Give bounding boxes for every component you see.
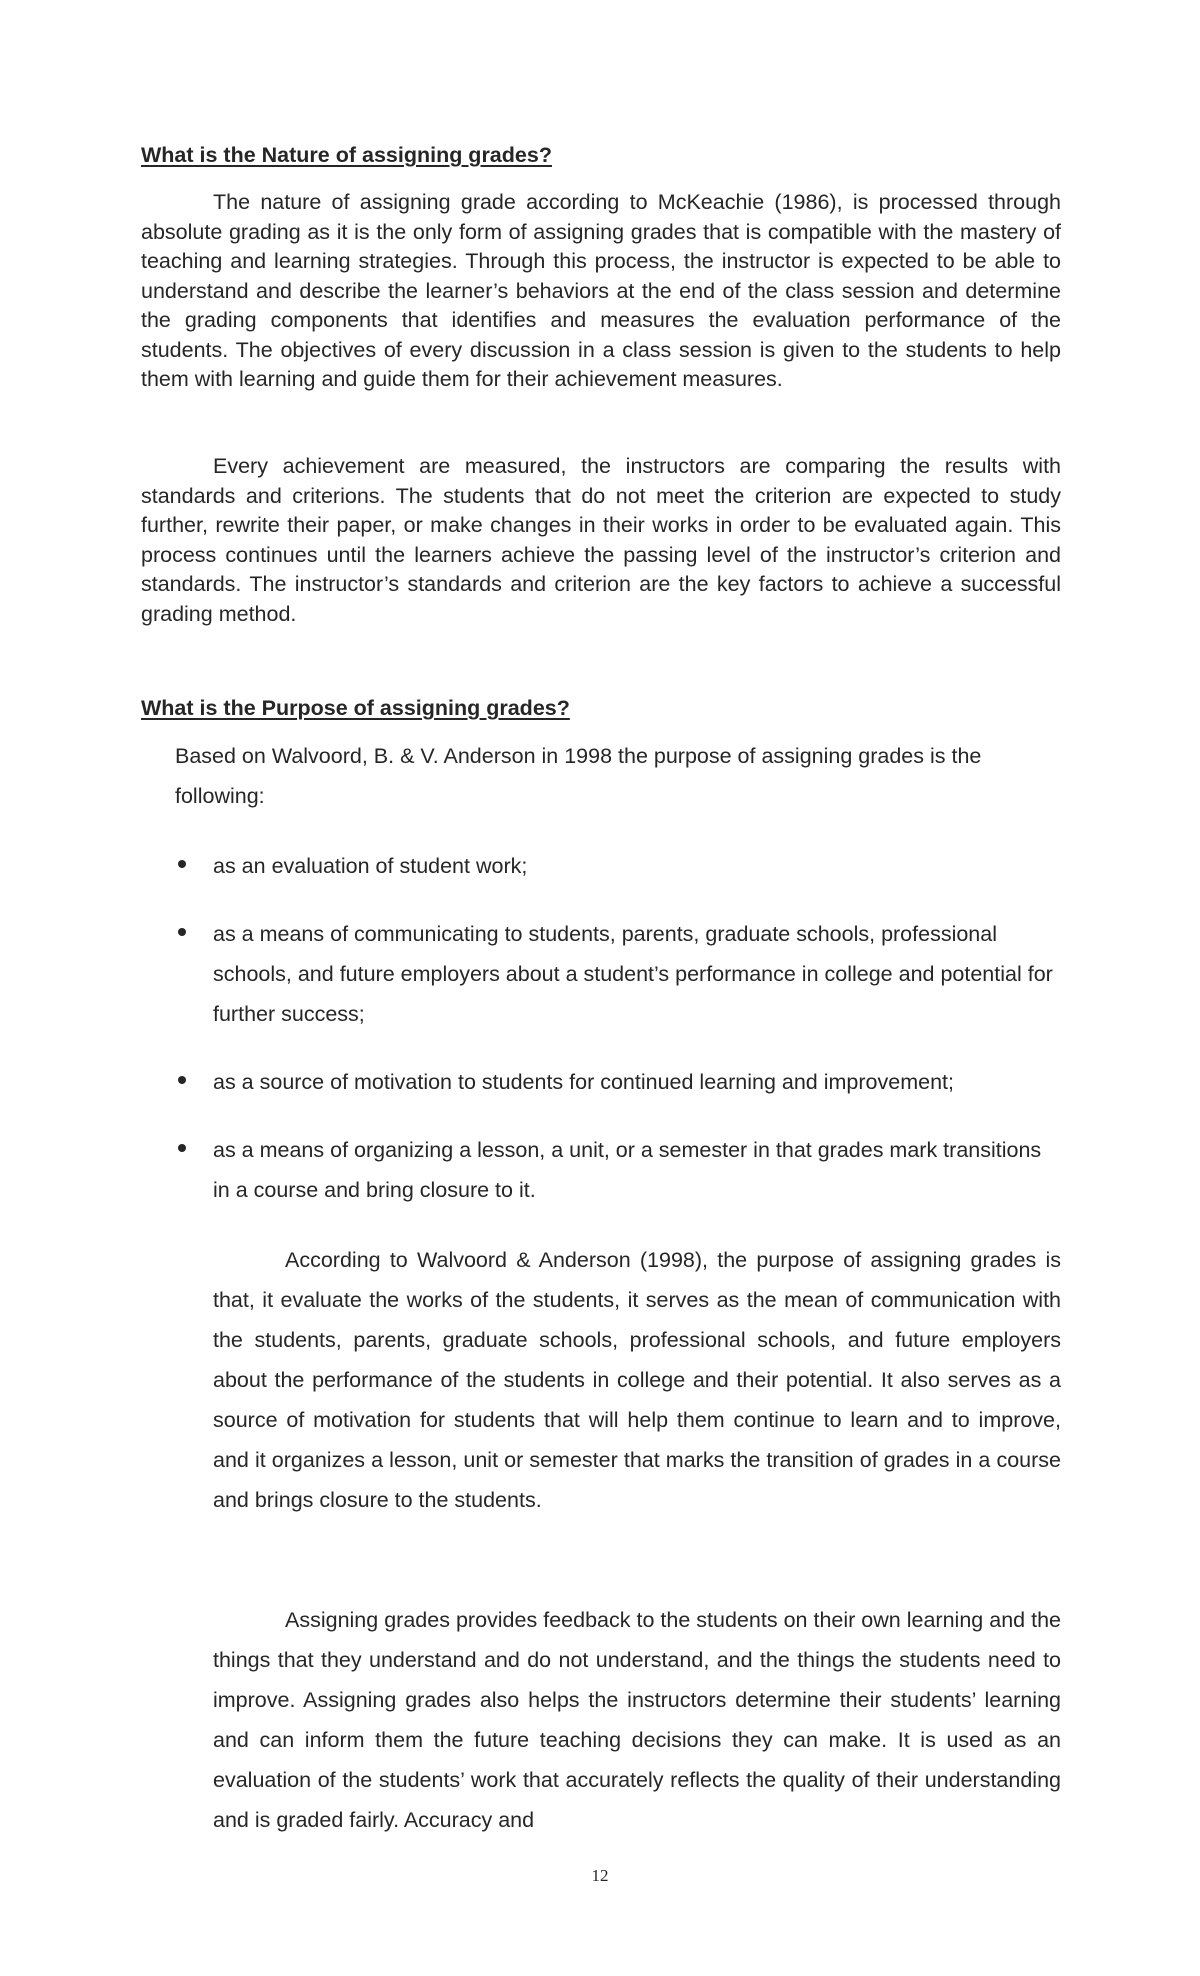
- purpose-paragraph-2: Assigning grades provides feedback to the students on their own learning and the things that they understand and do not understand, and the things the students need to improve. Assigning grades also helps the instructors determine their students’ learning and can inform them the future teaching decisions they can make. It is used as an evaluation of the students’ work that accurately reflects the quality of their understanding and is graded fairly. Accuracy and: [213, 1608, 1061, 1832]
- list-item-text: as a means of organizing a lesson, a unit, or a semester in that grades mark transitions in a course and bring closure to it.: [213, 1138, 1042, 1202]
- page-number: 12: [591, 1866, 609, 1885]
- list-item: [175, 914, 1061, 1034]
- nature-paragraph-1: The nature of assigning grade according to McKeachie (1986), is processed through absolute grading as it is the only form of assigning grades that is compatible with the mastery of teaching and learning strategies. Through this process, the instructor is expected to be able to understand and describe the learner’s behaviors at the end of the class session and determine the grading components that identifies and measures the evaluation performance of the students. The objectives of every discussion in a class session is given to the students to help them with learning and guide them for their achievement measures.: [141, 190, 1061, 391]
- list-item-text: as a means of communicating to students, parents, graduate schools, professional schools, and future employers about a student’s performance in college and potential for further success;: [213, 922, 1053, 1026]
- bullet-icon: [178, 1076, 186, 1084]
- nature-heading: What is the Nature of assigning grades?: [141, 143, 552, 167]
- bullet-icon: [178, 860, 186, 868]
- list-item-text: as an evaluation of student work;: [213, 854, 528, 878]
- list-item: [175, 1130, 1061, 1210]
- bullet-icon: [178, 1144, 186, 1152]
- list-item-text: as a source of motivation to students for continued learning and improvement;: [213, 1070, 954, 1094]
- nature-paragraph-2: Every achievement are measured, the instructors are comparing the results with standards and criterions. The students that do not meet the criterion are expected to study further, rewrite their paper, or make changes in their works in order to be evaluated again. This process continues until the learners achieve the passing level of the instructor’s criterion and standards. The instructor’s standards and criterion are the key factors to achieve a successful grading method.: [141, 454, 1061, 626]
- list-item: [175, 846, 1061, 886]
- purpose-paragraph-1: According to Walvoord & Anderson (1998), the purpose of assigning grades is that, it evaluate the works of the students, it serves as the mean of communication with the students, parents, graduate schools, professional schools, and future employers about the performance of the students in college and their potential. It also serves as a source of motivation for students that will help them continue to learn and to improve, and it organizes a lesson, unit or semester that marks the transition of grades in a course and brings closure to the students.: [213, 1248, 1061, 1512]
- list-item: [175, 1062, 1061, 1102]
- purpose-heading: What is the Purpose of assigning grades?: [141, 696, 570, 720]
- purpose-intro: Based on Walvoord, B. & V. Anderson in 1998 the purpose of assigning grades is the following:: [175, 744, 982, 808]
- bullet-icon: [178, 928, 186, 936]
